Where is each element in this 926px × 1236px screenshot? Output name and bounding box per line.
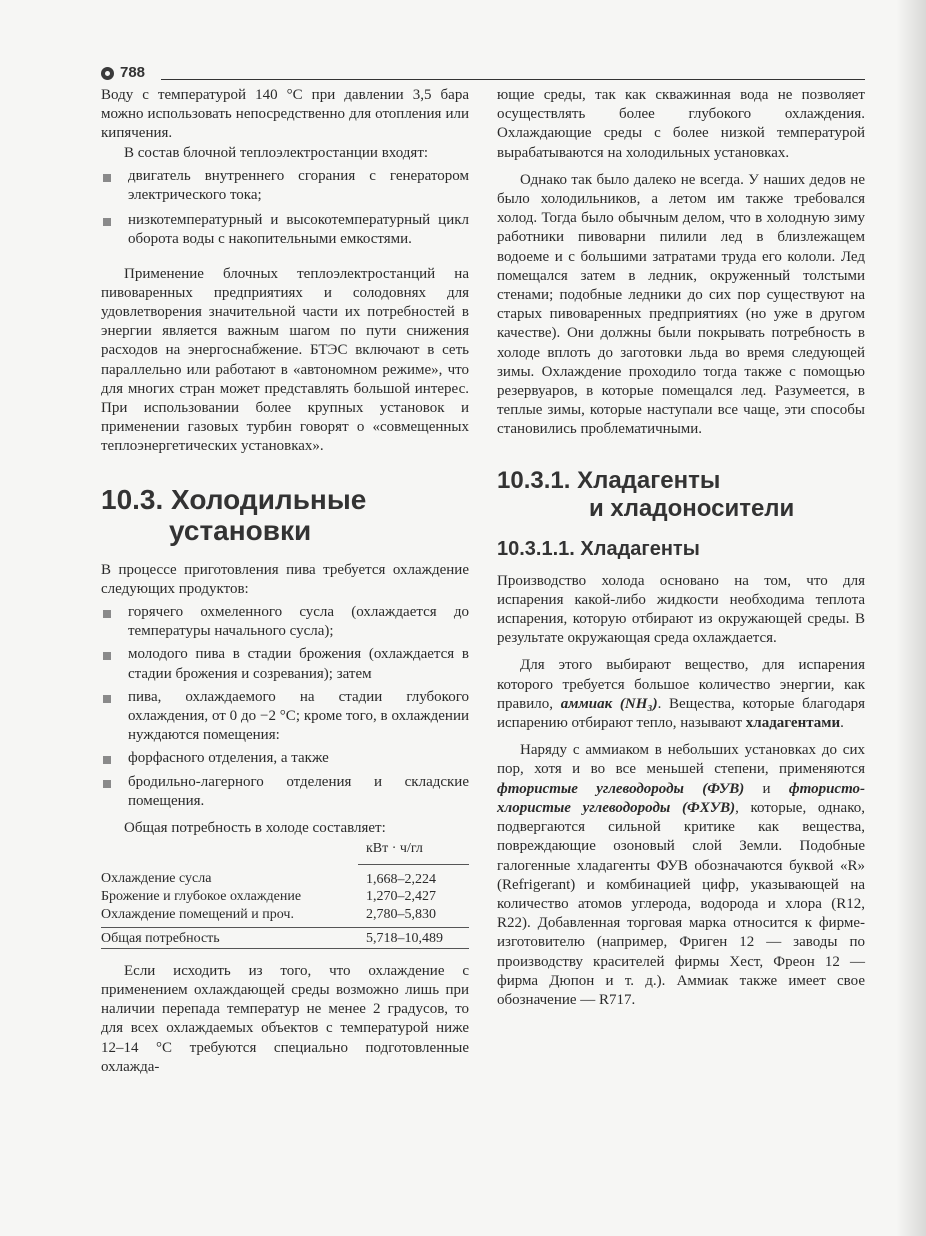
page-edge-shadow xyxy=(896,0,926,1236)
table-label: Брожение и глубокое охлаждение xyxy=(101,889,302,905)
page-header xyxy=(101,64,865,84)
paragraph: В процессе приготовления пива требуется охлаждение следующих продуктов: xyxy=(101,561,469,597)
subsubsection-heading: 10.3.1.1. Хладагенты xyxy=(497,537,700,560)
list-item: бродильно-лагерного отделения и складские помещения. xyxy=(101,773,469,811)
table-total-label: Общая потребность xyxy=(101,928,358,949)
text-run: . xyxy=(840,715,844,732)
text-run: , которые, однако, подвергаются сильной критике как вещества, повреждающие озоновый слой Земли. Подобные галогенные хладагенты ФУВ обозначаются буквой «R» (Refrigerant) и комбинацией цифр, указывающей на количество атомов углерода, водорода и хлора (R12, R22). Добавленная торговая марка относится к фирме-изготовителю (например, Фриген 12 — заводы по производству красителей фирмы Хест, Фреон 12 — фирма Дюпон и т. д.). Аммиак также имеет свое обозначение — R717. xyxy=(497,799,865,1008)
table-total-row xyxy=(101,928,469,949)
term-refrigerants: хладагентами xyxy=(745,715,841,732)
subsection-heading-line1: 10.3.1. Хладагенты xyxy=(497,466,721,494)
table-value: 1,668–2,224 xyxy=(366,871,436,887)
list-item: форфасного отделения, а также xyxy=(101,749,469,768)
cold-demand-table xyxy=(101,840,469,949)
right-column xyxy=(497,86,865,1010)
list-item: молодого пива в стадии брожения (охлаждается в стадии брожения и созревания); затем xyxy=(101,645,469,683)
bullet-list xyxy=(101,603,469,811)
table-row xyxy=(101,906,469,928)
paragraph: Применение блочных теплоэлектростанций на пивоваренных предприятиях и солодовнях для удовлетворения значительной части их потребностей в энергии является важным шагом по пути снижения расходов на энергоснабжение. БТЭС включают в сеть параллельно или работают в «автономном режиме», что для многих стран может представлять большой интерес. При использовании более крупных установок и применении газовых турбин говорят о «совмещенных теплоэнергетических установках». xyxy=(101,265,469,455)
term-fhuv: фтористо-хлористые углеводороды (ФХУВ) xyxy=(497,780,866,816)
list-item: низкотемпературный и высокотемпературный цикл оборота воды с накопительными емкостями. xyxy=(101,211,469,249)
table-label: Охлаждение помещений и проч. xyxy=(101,906,358,928)
table-unit: кВт · ч/гл xyxy=(358,840,469,864)
paragraph xyxy=(497,741,865,1010)
list-item: двигатель внутреннего сгорания с генератором электрического тока; xyxy=(101,167,469,205)
paragraph: Производство холода основано на том, что для испарения какой-либо жидкости необходима теплота испарения, которую отбирают из окружающей среды. В результате окружающая среда охлаждается. xyxy=(497,572,865,647)
paragraph: Воду с температурой 140 °C при давлении 3,5 бара можно использовать непосредственно для отопления или кипячения. xyxy=(101,87,469,142)
table-value: 2,780–5,830 xyxy=(358,906,469,928)
paragraph: ющие среды, так как скважинная вода не позволяет осуществлять более глубокого охлаждения. Охлаждающие среды с более низкой температурой вырабатываются на холодильных установках. xyxy=(497,87,865,161)
header-rule xyxy=(161,79,865,80)
table-row xyxy=(101,888,469,906)
page-number: 788 xyxy=(120,64,146,81)
table-label: Охлаждение сусла xyxy=(101,871,212,887)
text-run: . Вещества, которые благодаря испарению отбирают тепло, называют xyxy=(497,695,866,732)
paragraph: Общая потребность в холоде составляет: xyxy=(124,820,386,837)
bullet-list xyxy=(101,167,469,250)
table-total-value: 5,718–10,489 xyxy=(358,928,469,949)
term-ammonia: аммиак (NH₃) xyxy=(560,695,658,712)
paragraph xyxy=(497,656,865,733)
table-row xyxy=(101,864,469,888)
section-heading xyxy=(101,484,469,546)
subsection-heading xyxy=(497,467,865,523)
text-run: Наряду с аммиаком в небольших установках до сих пор, хотя и во все меньшей степени, применяются xyxy=(497,742,865,778)
paragraph: Однако так было далеко не всегда. У наших дедов не было холодильников, а летом им также требовался холод. Тогда было обычным делом, что в холодную зиму работники пивоварни пилили лед в близлежащем водоеме и с большими затратами труда его кололи. Лед помещался затем в ледник, окруженный толстыми стенами; подобные ледники до сих пор существуют на старых пивоваренных предприятиях (но уже в другом качестве). Они должны были покрывать потребность в холоде вплоть до заготовки льда во время следующей зимы. Охлаждение проходило тогда также с помощью резервуаров, в которые помещался лед. Разумеется, в теплые зимы, которые наступали все чаще, эти способы становились проблематичными. xyxy=(497,171,865,438)
list-item: пива, охлаждаемого на стадии глубокого охлаждения, от 0 до −2 °C; кроме того, в охлаждении нуждаются помещения: xyxy=(101,688,469,746)
chapter-marker-icon xyxy=(101,67,114,80)
text-run: и xyxy=(762,780,771,797)
paragraph: В состав блочной теплоэлектростанции входят: xyxy=(124,144,429,161)
section-heading-line1: 10.3. Холодильные xyxy=(101,483,367,515)
table-value: 1,270–2,427 xyxy=(366,889,436,905)
text-run: Для этого выбирают вещество, для испарения которого требуется большое количество энергии, как правило, xyxy=(497,657,865,712)
paragraph: Если исходить из того, что охлаждение с применением охлаждающей среды возможно лишь при наличии перепада температур не менее 2 градусов, то для всех охлаждаемых объектов с температурой ниже 12–14 °C требуются специально подготовленные охлажда- xyxy=(101,962,469,1075)
subsection-heading-line2: и хладоносители xyxy=(589,494,795,522)
section-heading-line2: установки xyxy=(169,514,312,546)
list-item: горячего охмеленного сусла (охлаждается до температуры начального сусла); xyxy=(101,603,469,641)
term-fuv: фтористые углеводороды (ФУВ) xyxy=(497,780,745,797)
left-column xyxy=(101,86,469,1077)
